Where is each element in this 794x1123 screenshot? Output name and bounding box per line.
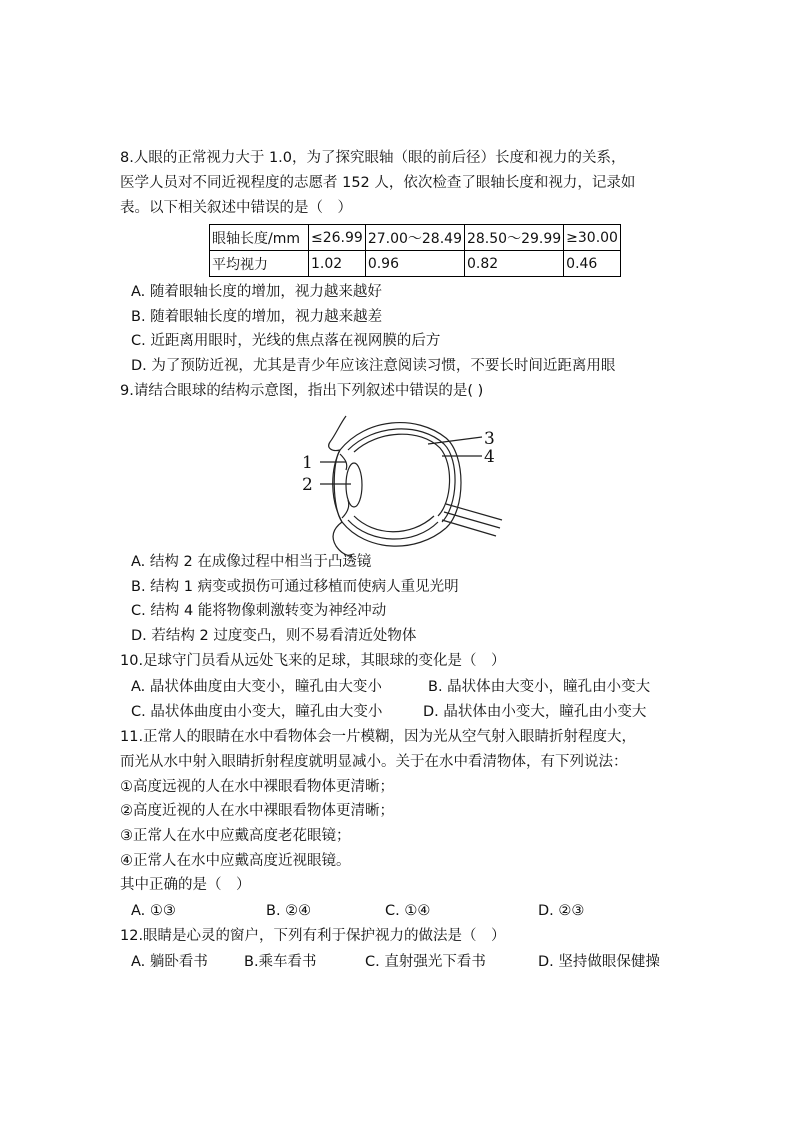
q8-option-c: C. 近距离用眼时，光线的焦点落在视网膜的后方	[131, 333, 441, 349]
q10-stem: 10.足球守门员看从远处飞来的足球，其眼球的变化是（ ）	[120, 653, 506, 669]
q12-option-a: A. 躺卧看书	[131, 954, 208, 970]
q9-option-c: C. 结构 4 能将物像刺激转变为神经冲动	[131, 603, 387, 619]
table-cell: 1.02	[309, 251, 366, 277]
q10-option-d: D. 晶状体由小变大，瞳孔由小变大	[423, 704, 647, 720]
q11-statement-1: ①高度远视的人在水中裸眼看物体更清晰；	[120, 779, 394, 795]
q9-stem: 9.请结合眼球的结构示意图，指出下列叙述中错误的是( )	[120, 383, 484, 399]
table-cell: 0.96	[365, 251, 464, 277]
q12-option-d: D. 坚持做眼保健操	[538, 954, 660, 970]
q11-stem-line-2: 而光从水中射入眼睛折射程度就明显减小。关于在水中看清物体，有下列说法：	[120, 754, 628, 770]
table-cell: ≤26.99	[309, 225, 366, 251]
q11-statement-2: ②高度近视的人在水中裸眼看物体更清晰；	[120, 803, 394, 819]
q11-statement-3: ③正常人在水中应戴高度老花眼镜；	[120, 828, 351, 844]
q9-option-d: D. 若结构 2 过度变凸，则不易看清近处物体	[131, 628, 417, 644]
q8-stem-line-1: 8.人眼的正常视力大于 1.0，为了探究眼轴（眼的前后径）长度和视力的关系，	[120, 150, 626, 166]
label-3: 3	[484, 429, 495, 449]
table-cell: 眼轴长度/mm	[210, 225, 309, 251]
q8-option-a: A. 随着眼轴长度的增加，视力越来越好	[131, 284, 382, 300]
q11-option-d: D. ②③	[538, 903, 585, 919]
axial-length-vision-table	[209, 224, 621, 277]
eyeball-diagram	[296, 410, 511, 560]
q8-option-b: B. 随着眼轴长度的增加，视力越来越差	[131, 309, 383, 325]
q11-ask: 其中正确的是（ ）	[120, 877, 251, 893]
table-row	[210, 251, 621, 277]
q8-option-d: D. 为了预防近视，尤其是青少年应该注意阅读习惯，不要长时间近距离用眼	[131, 358, 616, 374]
q10-option-c: C. 晶状体曲度由小变大，瞳孔由大变小	[131, 704, 383, 720]
q11-option-c: C. ①④	[385, 903, 431, 919]
q11-stem-line-1: 11.正常人的眼睛在水中看物体会一片模糊，因为光从空气射入眼睛折射程度大，	[120, 729, 637, 745]
q11-option-b: B. ②④	[266, 903, 312, 919]
label-4: 4	[484, 447, 495, 467]
q11-statement-4: ④正常人在水中应戴高度近视眼镜。	[120, 853, 351, 869]
q12-stem: 12.眼睛是心灵的窗户，下列有利于保护视力的做法是（ ）	[120, 928, 506, 944]
q10-option-b: B. 晶状体由大变小，瞳孔由小变大	[428, 679, 651, 695]
table-cell: 27.00～28.49	[365, 225, 464, 251]
label-1: 1	[302, 453, 313, 473]
q11-option-a: A. ①③	[131, 903, 176, 919]
table-cell: ≥30.00	[564, 225, 621, 251]
q12-option-b: B.乘车看书	[244, 954, 317, 970]
q12-option-c: C. 直射强光下看书	[365, 954, 486, 970]
eyeball-outline	[320, 416, 502, 556]
table-cell: 0.46	[564, 251, 621, 277]
q9-option-b: B. 结构 1 病变或损伤可通过移植而使病人重见光明	[131, 579, 459, 595]
q9-option-a: A. 结构 2 在成像过程中相当于凸透镜	[131, 554, 372, 570]
table-cell: 平均视力	[210, 251, 309, 277]
label-2: 2	[302, 475, 313, 495]
q10-option-a: A. 晶状体曲度由大变小，瞳孔由大变小	[131, 679, 382, 695]
table-cell: 28.50～29.99	[464, 225, 563, 251]
q8-stem-line-3: 表。以下相关叙述中错误的是（ ）	[120, 200, 352, 216]
q8-stem-line-2: 医学人员对不同近视程度的志愿者 152 人，依次检查了眼轴长度和视力，记录如	[120, 175, 636, 191]
table-cell: 0.82	[464, 251, 563, 277]
table-row	[210, 225, 621, 251]
